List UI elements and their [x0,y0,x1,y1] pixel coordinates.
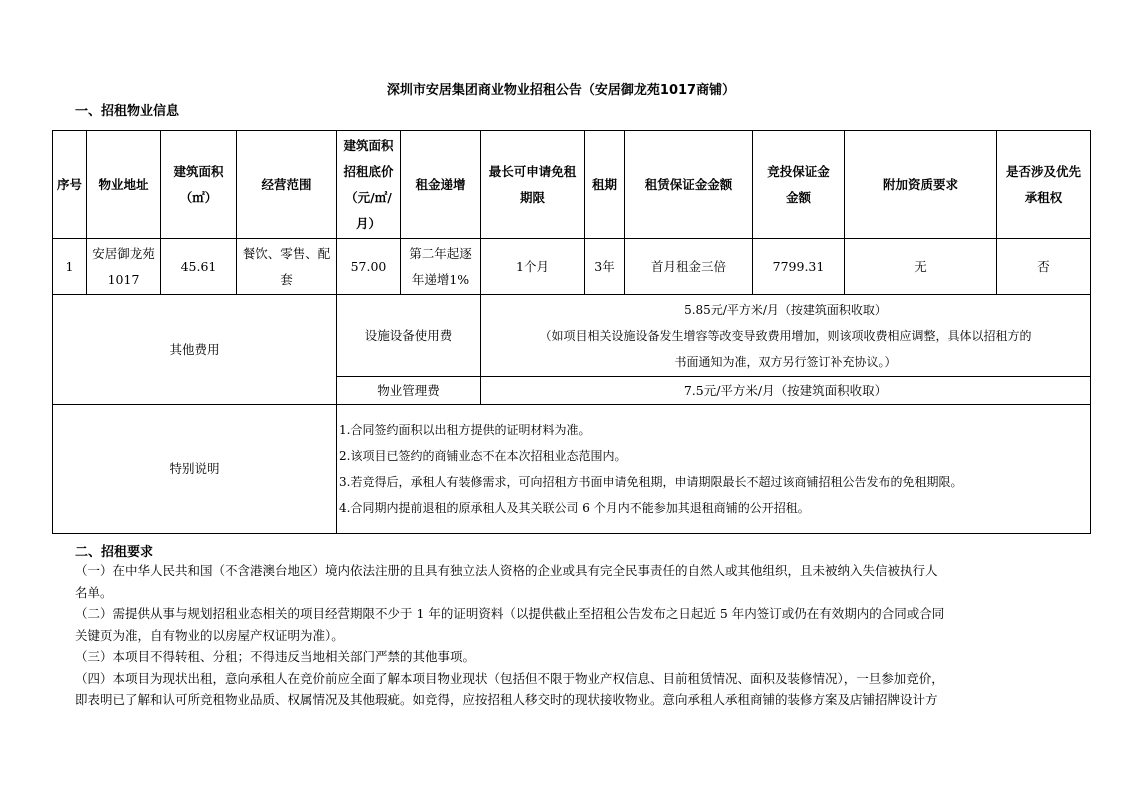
header-priority: 是否涉及优先 承租权 [997,131,1091,239]
special-notes-list [337,405,1091,534]
cell-price: 57.00 [337,239,401,295]
section-heading-requirements: 二、招租要求 [75,545,154,560]
facility-fee-label: 设施设备使用费 [337,295,481,377]
header-area: 建筑面积 （㎡） [161,131,237,239]
table-row [53,239,1091,295]
header-address: 物业地址 [87,131,161,239]
header-price: 建筑面积 招租底价 （元/㎡/ 月） [337,131,401,239]
cell-bid-deposit: 7799.31 [753,239,845,295]
header-increase: 租金递增 [401,131,481,239]
cell-deposit: 首月租金三倍 [625,239,753,295]
special-note-item: 3.若竞得后，承租人有装修需求，可向招租方书面申请免租期，申请期限最长不超过该商铺招租公告发布的免租期限。 [339,475,963,489]
special-notes-row [53,405,1091,534]
facility-fee-value: 5.85元/平方米/月（按建筑面积收取） （如项目相关设施设备发生增容等改变导致费用增加，则该项收费相应调整，具体以招租方的 书面通知为准，双方另行签订补充协议。） [481,295,1091,377]
requirement-line: 关键页为准，自有物业的以房屋产权证明为准）。 [75,627,344,643]
header-bid-deposit: 竞投保证金 金额 [753,131,845,239]
cell-qualification: 无 [845,239,997,295]
special-note-item: 4.合同期内提前退租的原承租人及其关联公司 6 个月内不能参加其退租商铺的公开招租。 [339,501,810,515]
property-table [52,130,1091,534]
cell-increase: 第二年起逐 年递增1% [401,239,481,295]
cell-seq: 1 [53,239,87,295]
section-heading-property-info: 一、招租物业信息 [75,104,180,119]
cell-free-period: 1个月 [481,239,585,295]
other-fees-label: 其他费用 [53,295,337,405]
management-fee-value: 7.5元/平方米/月（按建筑面积收取） [481,377,1091,405]
requirements-body [75,560,1065,711]
other-fees-row [53,295,1091,377]
cell-area: 45.61 [161,239,237,295]
header-term: 租期 [585,131,625,239]
header-qualification: 附加资质要求 [845,131,997,239]
requirement-line: （四）本项目为现状出租，意向承租人在竞价前应全面了解本项目物业现状（包括但不限于物业产权信息、目前租赁情况、面积及装修情况），一旦参加竞价， [75,670,944,686]
requirement-line: （一）在中华人民共和国（不含港澳台地区）境内依法注册的且具有独立法人资格的企业或具有完全民事责任的自然人或其他组织，且未被纳入失信被执行人 [75,563,938,578]
requirement-line: 名单。 [75,584,113,600]
requirement-line: （二）需提供从事与规划招租业态相关的项目经营期限不少于 1 年的证明资料（以提供截止至招租公告发布之日起近 5 年内签订或仍在有效期内的合同或合同 [75,606,945,621]
cell-address: 安居御龙苑 1017 [87,239,161,295]
header-deposit: 租赁保证金金额 [625,131,753,239]
table-header-row [53,131,1091,239]
special-notes-label: 特别说明 [53,405,337,534]
header-scope: 经营范围 [237,131,337,239]
requirement-line: 即表明已了解和认可所竞租物业品质、权属情况及其他瑕疵。如竞得，应按招租人移交时的现状接收物业。意向承租人承租商铺的装修方案及店铺招牌设计方 [75,692,938,707]
requirement-line: （三）本项目不得转租、分租；不得违反当地相关部门严禁的其他事项。 [75,649,476,664]
page-title: 深圳市安居集团商业物业招租公告（安居御龙苑1017商铺） [386,83,736,98]
cell-term: 3年 [585,239,625,295]
management-fee-label: 物业管理费 [337,377,481,405]
header-seq: 序号 [53,131,87,239]
special-note-item: 2.该项目已签约的商铺业态不在本次招租业态范围内。 [339,449,627,463]
cell-scope: 餐饮、零售、配 套 [237,239,337,295]
header-free-period: 最长可申请免租 期限 [481,131,585,239]
special-note-item: 1.合同签约面积以出租方提供的证明材料为准。 [339,423,591,437]
cell-priority: 否 [997,239,1091,295]
